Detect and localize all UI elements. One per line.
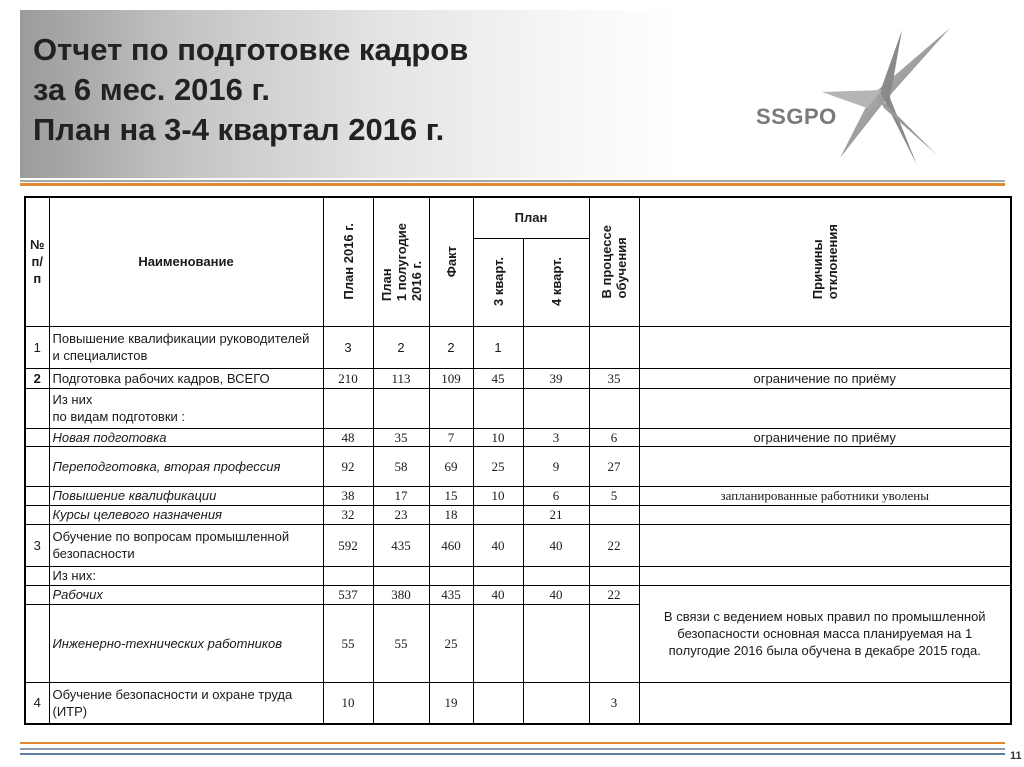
row-q4: 40 [523,585,589,604]
table-row [25,368,1011,388]
row-q3: 10 [473,486,523,505]
logo-text: SSGPO [756,104,837,129]
row-q4: 39 [523,368,589,388]
row-num [25,566,49,585]
header-rule-orange [20,183,1005,186]
row-plan2016: 537 [323,585,373,604]
row-in-process [589,566,639,585]
row-name: Из них: [49,566,323,585]
row-q3: 10 [473,428,523,446]
row-plan2016: 32 [323,505,373,524]
row-q4 [523,566,589,585]
row-reason [639,326,1011,368]
row-q3: 40 [473,524,523,566]
row-fact [429,566,473,585]
page-number: 11 [1010,750,1022,762]
title-line-1: Отчет по подготовке кадров [33,32,469,67]
row-fact [429,388,473,428]
header-in-process: В процессе обучения [589,197,639,326]
row-plan-half [373,388,429,428]
row-fact: 25 [429,604,473,682]
row-plan2016: 210 [323,368,373,388]
row-reason: запланированные работники уволены [639,486,1011,505]
row-reason: ограничение по приёму [639,428,1011,446]
title-line-3: План на 3-4 квартал 2016 г. [33,112,445,147]
page-title [33,30,653,150]
row-q3 [473,682,523,724]
row-plan2016: 92 [323,446,373,486]
row-name: Повышение квалификации [49,486,323,505]
row-in-process: 6 [589,428,639,446]
table-row [25,428,1011,446]
row-in-process [589,604,639,682]
row-plan2016: 592 [323,524,373,566]
row-in-process [589,326,639,368]
table-row [25,326,1011,368]
footer-rule-orange [20,742,1005,744]
table-row [25,486,1011,505]
footer-rule-blue [20,753,1005,755]
row-in-process [589,388,639,428]
row-reason [639,682,1011,724]
row-name: Подготовка рабочих кадров, ВСЕГО [49,368,323,388]
row-q4 [523,682,589,724]
row-plan-half [373,682,429,724]
table-row [25,388,1011,428]
row-name: Переподготовка, вторая профессия [49,446,323,486]
row-reason: ограничение по приёму [639,368,1011,388]
header-rule-gray [20,180,1005,182]
row-num [25,604,49,682]
row-q3 [473,388,523,428]
row-num: 3 [25,524,49,566]
row-plan-half: 380 [373,585,429,604]
row-plan-half: 113 [373,368,429,388]
row-plan2016: 38 [323,486,373,505]
row-plan2016 [323,566,373,585]
row-in-process: 27 [589,446,639,486]
header-plan-half: План 1 полугодие 2016 г. [373,197,429,326]
row-q4 [523,326,589,368]
row-num [25,585,49,604]
row-plan-half: 35 [373,428,429,446]
row-q4 [523,604,589,682]
row-fact: 109 [429,368,473,388]
row-plan-half: 2 [373,326,429,368]
row-plan2016: 55 [323,604,373,682]
row-name: Новая подготовка [49,428,323,446]
table-row [25,524,1011,566]
row-reason [639,446,1011,486]
row-num [25,505,49,524]
row-reason [639,566,1011,585]
training-report-table [24,196,1012,725]
row-fact: 69 [429,446,473,486]
row-fact: 2 [429,326,473,368]
row-num [25,446,49,486]
row-q4: 21 [523,505,589,524]
row-name: Обучение безопасности и охране труда (ИТР) [49,682,323,724]
row-in-process: 3 [589,682,639,724]
row-q4: 6 [523,486,589,505]
row-name: Курсы целевого назначения [49,505,323,524]
row-fact: 15 [429,486,473,505]
table-row [25,566,1011,585]
row-num: 2 [25,368,49,388]
row-in-process: 5 [589,486,639,505]
row-plan-half: 58 [373,446,429,486]
row-num [25,428,49,446]
row-plan-half: 435 [373,524,429,566]
table-row [25,585,1011,604]
footer-rule-gray [20,748,1005,750]
row-q4 [523,388,589,428]
header-reasons: Причины отклонения [639,197,1011,326]
header-name: Наименование [49,197,323,326]
row-q3: 25 [473,446,523,486]
star-logo-icon [752,20,962,170]
row-in-process: 22 [589,524,639,566]
header-q3: 3 кварт. [473,238,523,326]
row-q3: 45 [473,368,523,388]
row-num [25,388,49,428]
row-num: 4 [25,682,49,724]
header-fact: Факт [429,197,473,326]
row-reason [639,505,1011,524]
row-reason: В связи с ведением новых правил по промышленной безопасности основная масса планируемая на 1 полугодие 2016 была обучена в декабре 2015 года. [639,585,1011,682]
row-reason [639,388,1011,428]
ssgpo-logo [752,20,962,170]
row-in-process [589,505,639,524]
row-reason [639,524,1011,566]
row-in-process: 22 [589,585,639,604]
header-q4: 4 кварт. [523,238,589,326]
row-name: Из них по видам подготовки : [49,388,323,428]
table-row [25,682,1011,724]
row-plan2016: 10 [323,682,373,724]
header-plan-group: План [473,197,589,238]
row-in-process: 35 [589,368,639,388]
row-plan-half: 23 [373,505,429,524]
row-q4: 9 [523,446,589,486]
row-fact: 18 [429,505,473,524]
row-plan-half: 55 [373,604,429,682]
row-q3 [473,604,523,682]
row-num: 1 [25,326,49,368]
row-name: Повышение квалификации руководителей и специалистов [49,326,323,368]
title-line-2: за 6 мес. 2016 г. [33,72,270,107]
row-plan2016 [323,388,373,428]
row-fact: 7 [429,428,473,446]
row-name: Инженерно-технических работников [49,604,323,682]
row-fact: 435 [429,585,473,604]
row-name: Обучение по вопросам промышленной безопасности [49,524,323,566]
row-q3 [473,566,523,585]
table-row [25,446,1011,486]
header-num: № п/ п [25,197,49,326]
row-fact: 460 [429,524,473,566]
row-q4: 40 [523,524,589,566]
row-q3 [473,505,523,524]
row-plan-half: 17 [373,486,429,505]
row-fact: 19 [429,682,473,724]
row-q3: 40 [473,585,523,604]
row-name: Рабочих [49,585,323,604]
row-plan-half [373,566,429,585]
row-q3: 1 [473,326,523,368]
header-plan-2016: План 2016 г. [323,197,373,326]
row-q4: 3 [523,428,589,446]
table-row [25,505,1011,524]
row-plan2016: 48 [323,428,373,446]
row-plan2016: 3 [323,326,373,368]
row-num [25,486,49,505]
